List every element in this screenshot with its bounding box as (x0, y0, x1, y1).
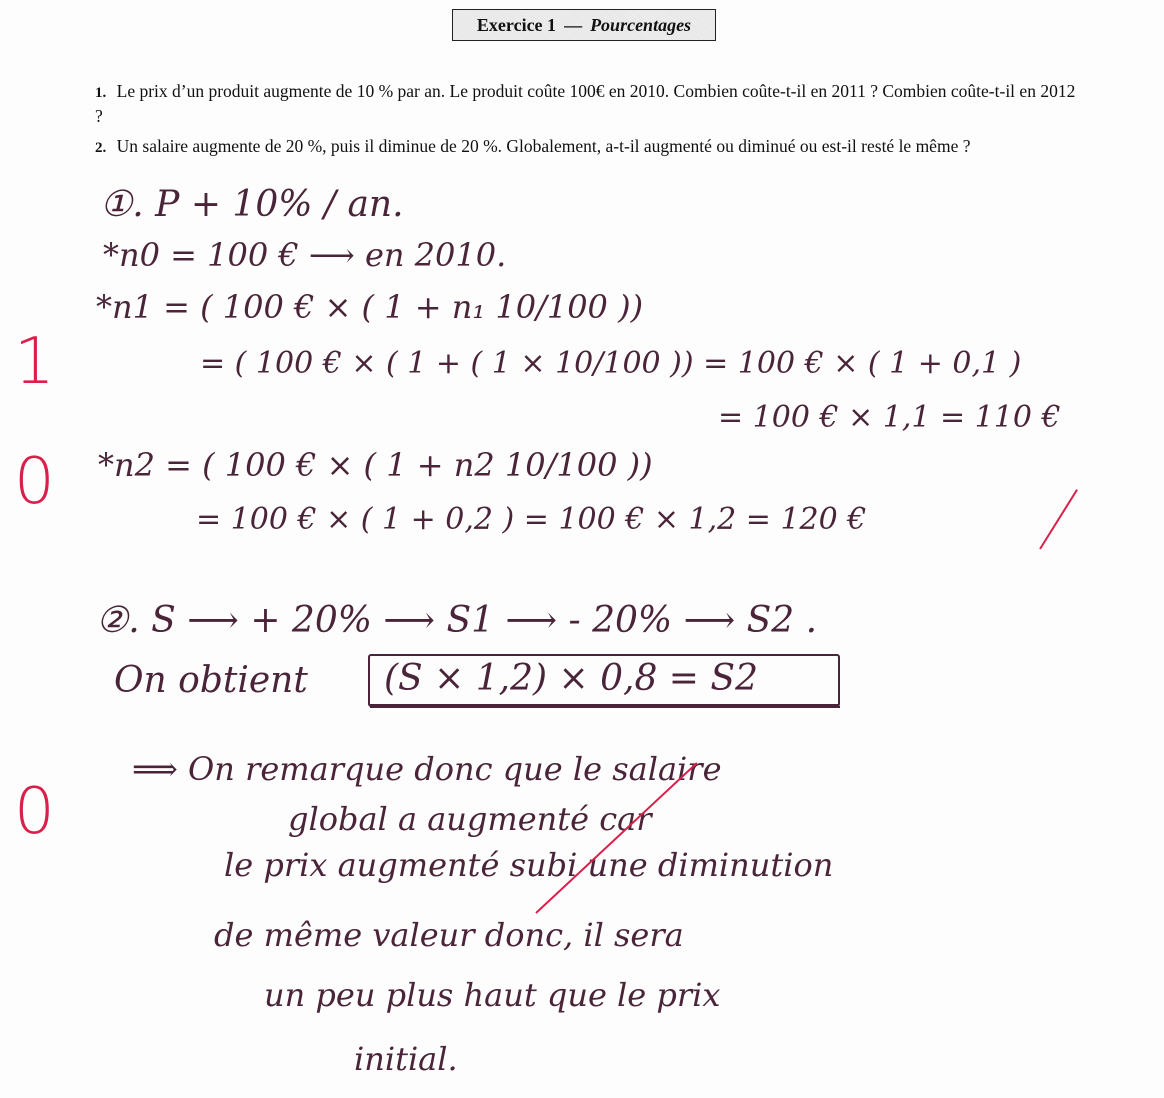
answer1-line-7: = 100 € × ( 1 + 0,2 ) = 100 € × 1,2 = 120 € (196, 502, 867, 537)
answer2-line-2-boxed: (S × 1,2) × 0,8 = S2 (384, 658, 758, 699)
answer2-line-4: global a augmenté car (288, 800, 652, 838)
question-1-text: Le prix d’un produit augmente de 10 % par an. Le produit coûte 100€ en 2010. Combien coûte-t-il en 2011 ? Combien coûte-t-il en 2012 ? (95, 81, 1076, 126)
exercise-title-box (452, 9, 716, 41)
answer2-line-5: le prix augmenté subi une diminution (224, 846, 834, 884)
answer1-line-6: *n2 = ( 100 € × ( 1 + n2 10/100 )) (98, 446, 653, 484)
answer1-line-1: ①. P + 10% / an. (100, 184, 404, 225)
answer1-line-4: = ( 100 € × ( 1 + ( 1 × 10/100 )) = 100 € × ( 1 + 0,1 ) (200, 346, 1022, 381)
boxed-result-underline (370, 706, 840, 708)
question-2-text: Un salaire augmente de 20 %, puis il diminue de 20 %. Globalement, a-t-il augmenté ou diminué ou est-il resté le même ? (116, 136, 971, 156)
answer1-line-5: = 100 € × 1,1 = 110 € (718, 400, 1061, 435)
answer2-line-6: de même valeur donc, il sera (214, 916, 684, 954)
question-2-number: 2. (95, 140, 107, 156)
question-1 (95, 80, 1085, 128)
grade-q2: 0 (14, 775, 55, 849)
title-separator: — (564, 14, 583, 35)
answer2-line-1: ②. S ⟶ + 20% ⟶ S1 ⟶ - 20% ⟶ S2 . (96, 600, 818, 641)
answer2-line-7: un peu plus haut que le prix (264, 976, 721, 1014)
answer1-line-2: *n0 = 100 € ⟶ en 2010. (103, 236, 507, 274)
answer1-line-3: *n1 = ( 100 € × ( 1 + n₁ 10/100 )) (96, 288, 644, 326)
answer2-line-8: initial. (354, 1040, 458, 1078)
correction-strike-120 (1039, 489, 1078, 549)
grade-q1-part2: 0 (14, 445, 55, 519)
answer2-line-2-prefix: On obtient (114, 660, 308, 701)
answer2-line-3: ⟹ On remarque donc que le salaire (132, 750, 722, 788)
exercise-label: Exercice 1 (476, 14, 557, 35)
grade-q1-part1: 1 (14, 325, 55, 399)
question-1-number: 1. (95, 85, 107, 101)
question-2 (95, 135, 1085, 160)
exercise-topic: Pourcentages (590, 14, 692, 35)
